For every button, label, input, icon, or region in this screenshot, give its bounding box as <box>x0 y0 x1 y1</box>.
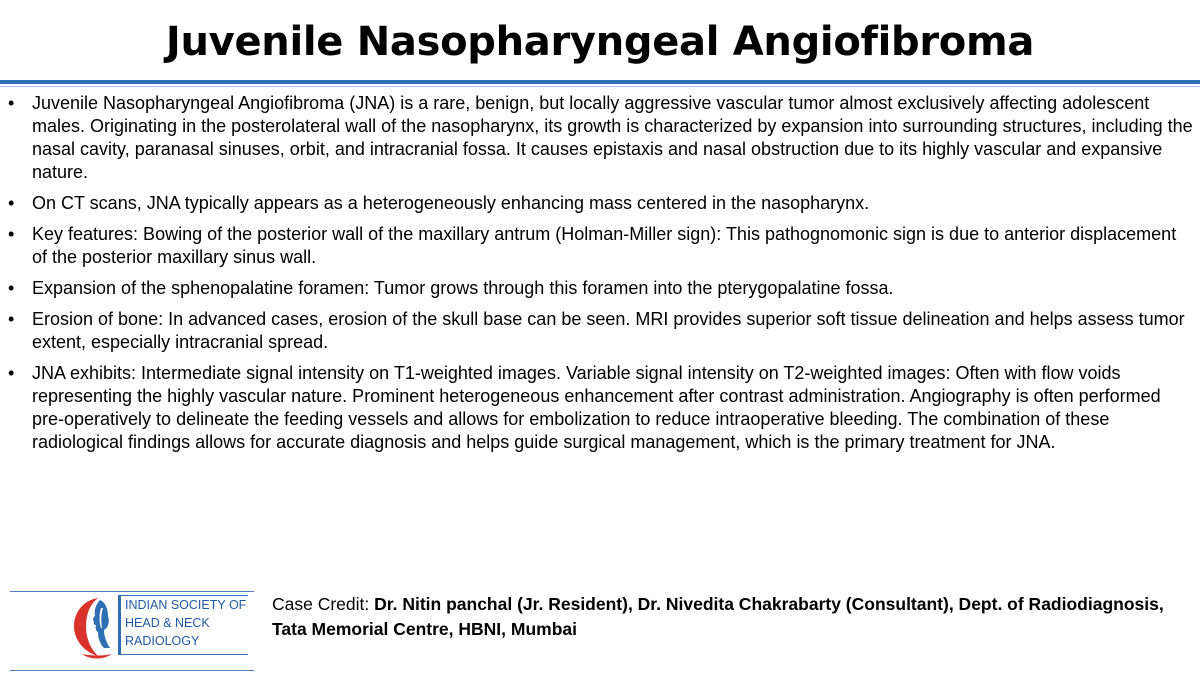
bullet-text: Juvenile Nasopharyngeal Angiofibroma (JNA) is a rare, benign, but locally aggressive vascular tumor almost exclusively affecting adolescent males. Originating in the posterolateral wall of the nasopharynx, its growth is characterized by expansion into surrounding structures, including the nasal cavity, paranasal sinuses, orbit, and intracranial fossa. It causes epistaxis and nasal obstruction due to its highly vascular and expansive nature. <box>32 93 1193 182</box>
bullet-item <box>8 308 1194 354</box>
case-credit-label: Case Credit: <box>272 594 370 614</box>
bullet-item <box>8 277 1194 300</box>
bullet-text: Expansion of the sphenopalatine foramen: Tumor grows through this foramen into the pterygopalatine fossa. <box>32 278 894 298</box>
bullet-dot-icon: • <box>8 93 15 113</box>
bullet-dot-icon: • <box>8 224 15 244</box>
logo-text-line: RADIOLOGY <box>125 634 200 648</box>
bullet-item <box>8 362 1194 454</box>
bullet-text: On CT scans, JNA typically appears as a heterogeneously enhancing mass centered in the nasopharynx. <box>32 193 870 213</box>
bullet-item <box>8 192 1194 215</box>
logo-text-line: INDIAN SOCIETY OF <box>125 598 247 612</box>
bullet-item <box>8 92 1194 184</box>
title-divider <box>0 80 1200 84</box>
bullet-text: JNA exhibits: Intermediate signal intensity on T1-weighted images. Variable signal intensity on T2-weighted images: Often with flow voids representing the highly vascular nature. Prominent heterogeneous enhancement after contrast administration. Angiography is often performed pre-operatively to delineate the feeding vessels and allows for embolization to reduce intraoperative bleeding. The combination of these radiological findings allows for accurate diagnosis and helps guide surgical management, which is the primary treatment for JNA. <box>32 363 1161 452</box>
case-credit <box>272 592 1172 642</box>
bullet-dot-icon: • <box>8 363 15 383</box>
bullet-text: Key features: Bowing of the posterior wall of the maxillary antrum (Holman-Miller sign): This pathognomonic sign is due to anterior displacement of the posterior maxillary sinus wall. <box>32 224 1177 267</box>
logo-text-line: HEAD & NECK <box>125 616 210 630</box>
bullet-dot-icon: • <box>8 278 15 298</box>
case-credit-names: Dr. Nitin panchal (Jr. Resident), Dr. Nivedita Chakrabarty (Consultant), Dept. of Radiodiagnosis, Tata Memorial Centre, HBNI, Mumbai <box>272 594 1164 639</box>
head-profile-emblem-icon <box>68 592 118 662</box>
title-divider-thin <box>0 86 1200 87</box>
bullet-list <box>8 92 1194 462</box>
footer-divider-bottom <box>10 670 254 671</box>
bullet-dot-icon: • <box>8 193 15 213</box>
bullet-dot-icon: • <box>8 309 15 329</box>
bullet-item <box>8 223 1194 269</box>
bullet-text: Erosion of bone: In advanced cases, erosion of the skull base can be seen. MRI provides superior soft tissue delineation and helps assess tumor extent, especially intracranial spread. <box>32 309 1185 352</box>
society-logo <box>68 592 253 662</box>
logo-text-box <box>118 595 248 655</box>
slide-title: Juvenile Nasopharyngeal Angiofibroma <box>165 19 1035 65</box>
